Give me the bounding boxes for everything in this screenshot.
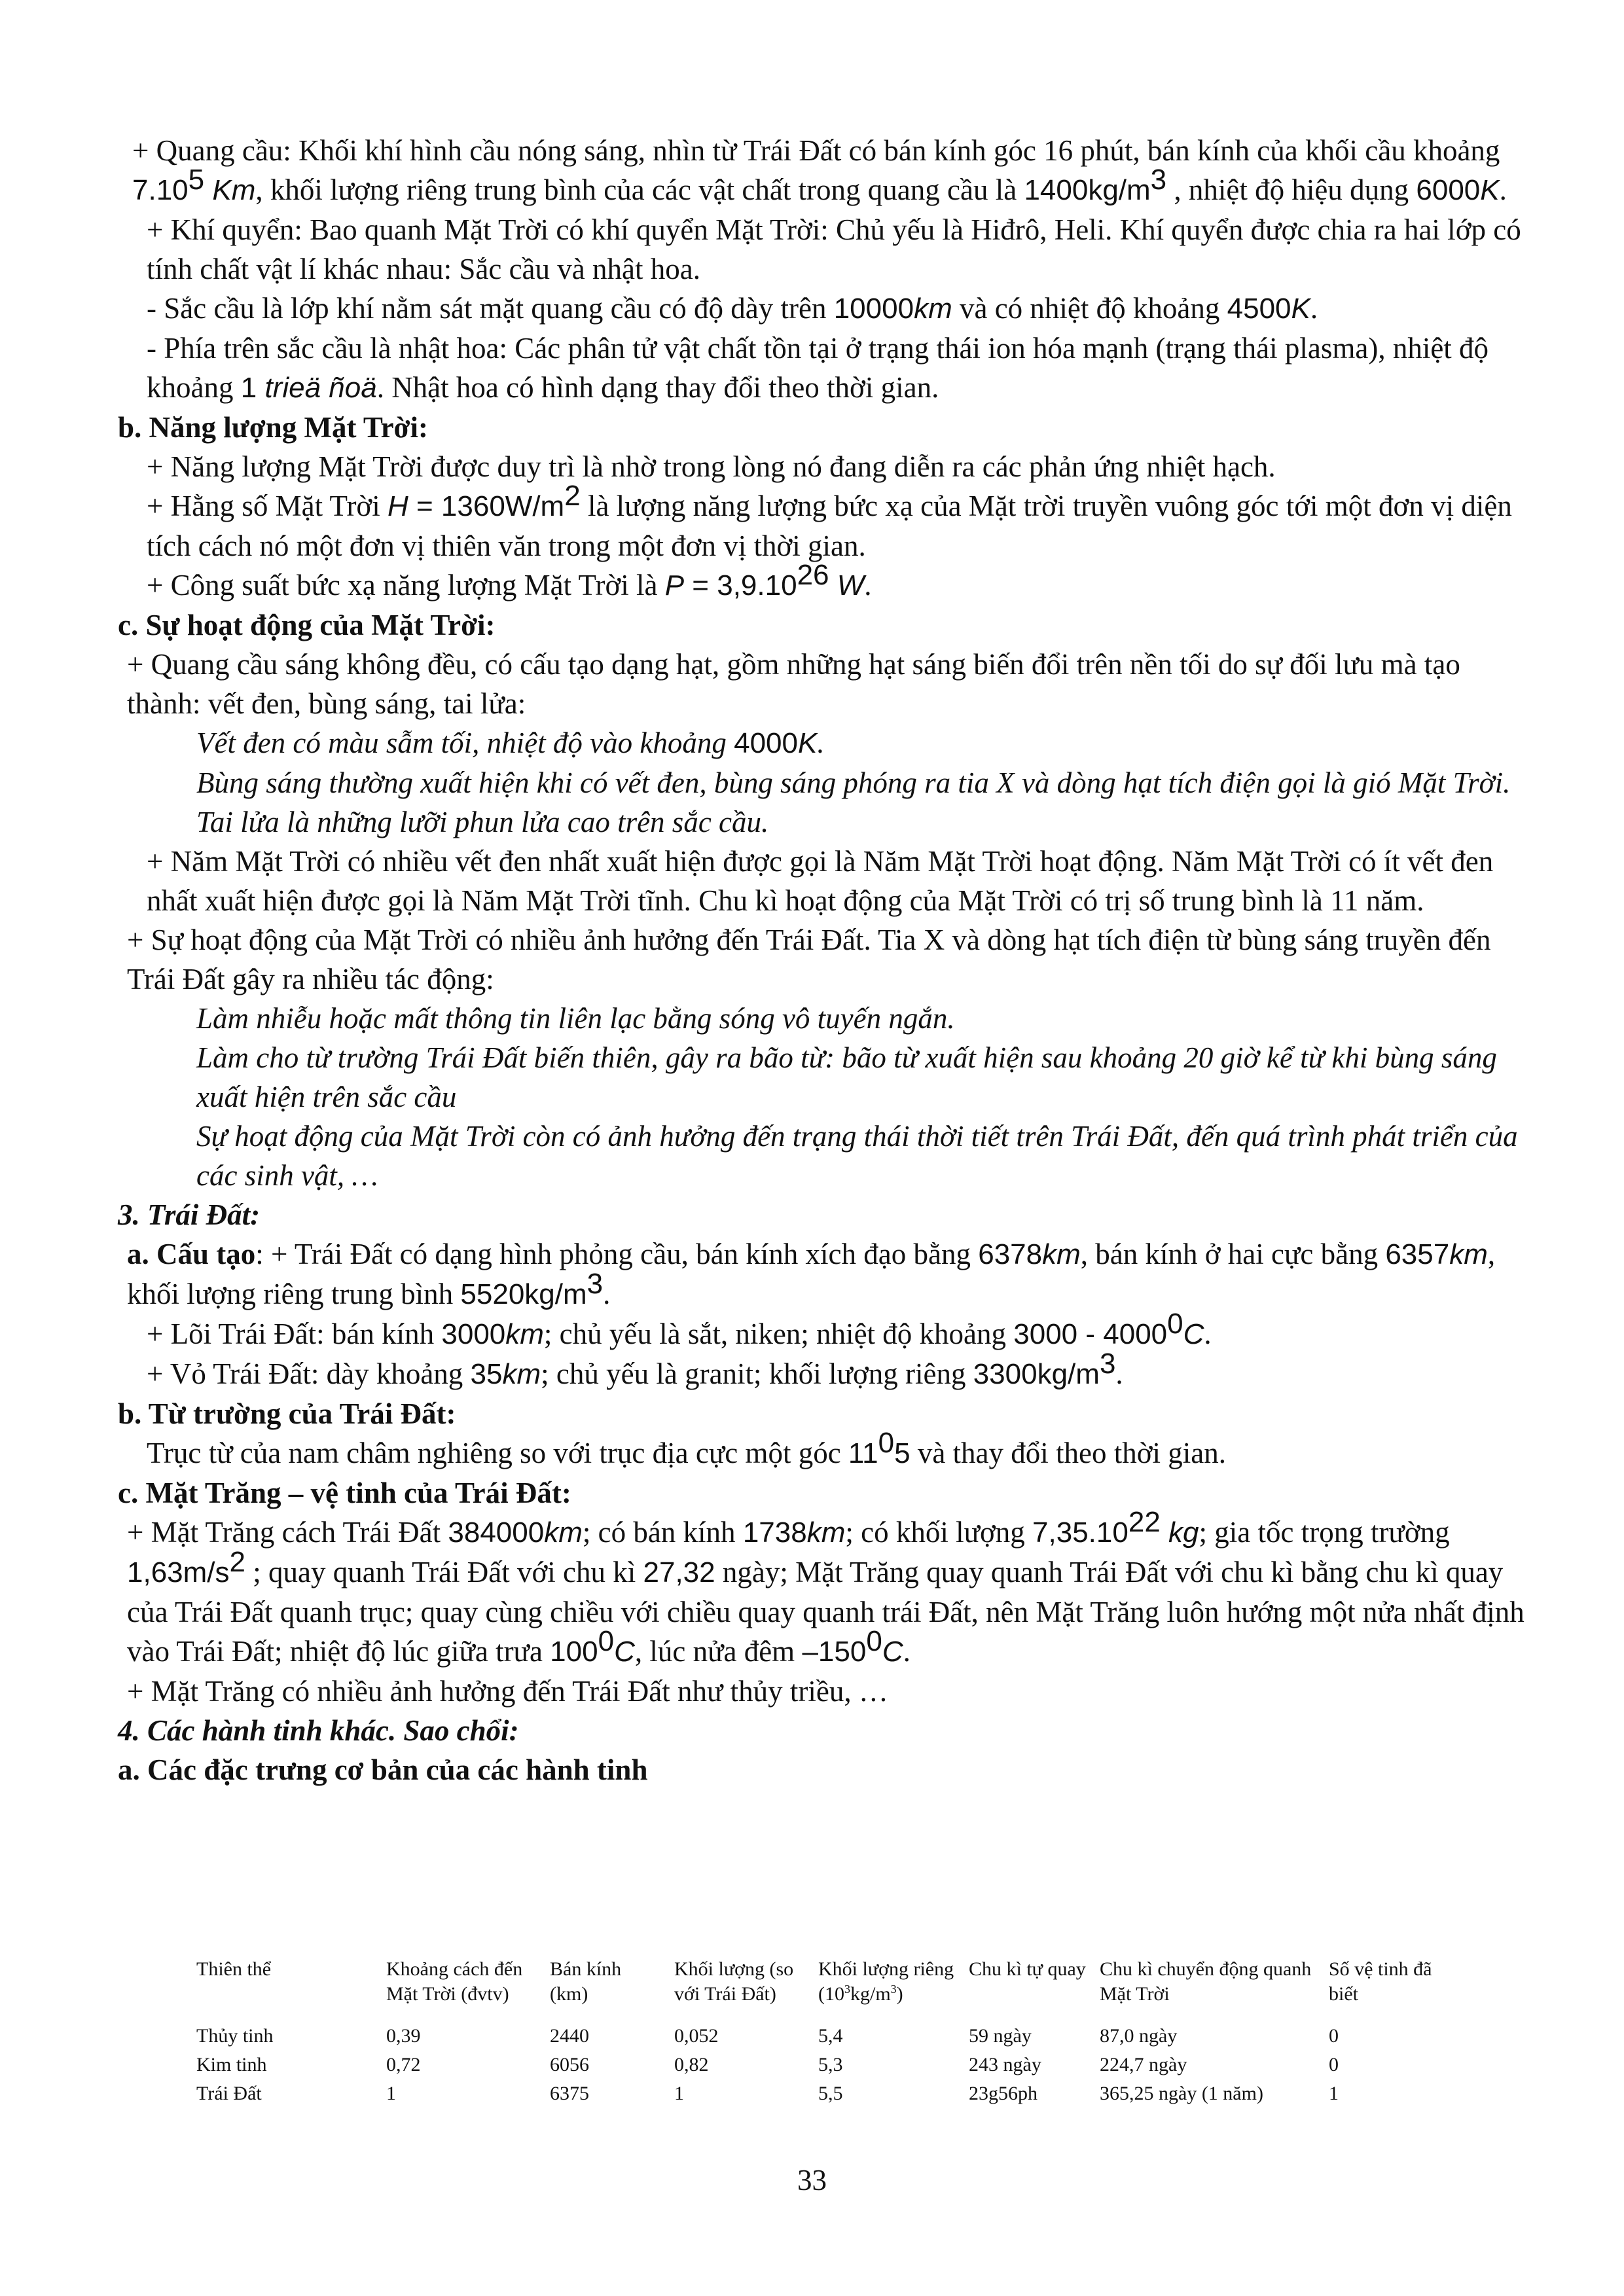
activity-features-list [118,723,1538,842]
atmosphere-paragraph: + Khí quyển: Bao quanh Mặt Trời có khí quyển Mặt Trời: Chủ yếu là Hiđrô, Heli. Khí quyển được chia ra hai lớp có tính chất vật lí khác nhau: Sắc cầu và nhật hoa. [147,213,1521,285]
effect-item-magnetic-storm: Làm cho từ trường Trái Đất biến thiên, gây ra bão từ: bão từ xuất hiện sau khoảng 20 giờ kể từ khi bùng sáng xuất hiện trên sắc cầu [196,1041,1497,1113]
effect-item-weather: Sự hoạt động của Mặt Trời còn có ảnh hưởng đến trạng thái thời tiết trên Trái Đất, đến quá trình phát triển của các sinh vật, … [196,1120,1518,1192]
activity-line-3: + Sự hoạt động của Mặt Trời có nhiều ảnh hưởng đến Trái Đất. Tia X và dòng hạt tích điện từ bùng sáng truyền đến Trái Đất gây ra nhiều tác động: [127,924,1491,996]
table-row: Kim tinh 0,72 6056 0,82 5,3 243 ngày 224,7 ngày 0 [196,2054,1339,2075]
effect-item-radio: Làm nhiễu hoặc mất thông tin liên lạc bằng sóng vô tuyến ngắn. [196,1002,955,1035]
magnetic-paragraph: Trục từ của nam châm nghiêng so với trục địa cực một góc $11^05$ và thay đổi theo thời gian. [147,1427,1227,1469]
earth-core-paragraph: + Lõi Trái Đất: bán kính 3000km; chủ yếu là sắt, niken; nhiệt độ khoảng 3000 - 4000$^0$C. [147,1308,1212,1350]
col-header-orbit: Chu kì chuyển động quanh Mặt Trời [1100,1958,1312,2005]
col-header-body: Thiên thể [196,1958,272,1980]
table-header-row [196,1957,1466,2024]
earth-heading: 3. Trái Đất: [118,1198,261,1231]
earth-structure-label: a. Cấu tạo [127,1238,256,1270]
magnetic-heading: b. Từ trường của Trái Đất: [118,1397,456,1430]
col-header-density: Khối lượng riêng $(10^3kg/m^3)$ [818,1958,954,2005]
activity-line-2: + Năm Mặt Trời có nhiều vết đen nhất xuất hiện được gọi là Năm Mặt Trời hoạt động. Năm Mặt Trời có ít vết đen nhất xuất hiện được gọi là Năm Mặt Trời tĩnh. Chu kì hoạt động của Mặt Trời có trị số trung bình là 11 năm. [147,845,1494,917]
energy-heading: b. Năng lượng Mặt Trời: [118,411,428,444]
earth-structure-paragraph: a. Cấu tạo: + Trái Đất có dạng hình phỏng cầu, bán kính xích đạo bằng 6378km, bán kính ở hai cực bằng 6357km, khối lượng riêng trung bình $5520kg/m^3$. [127,1238,1496,1310]
energy-line-3: + Công suất bức xạ năng lượng Mặt Trời là $P = 3,9.10^{26}$ W. [147,559,872,601]
photosphere-paragraph: + Quang cầu: Khối khí hình cầu nóng sáng, nhìn từ Trái Đất có bán kính góc 16 phút, bán kính của khối cầu khoảng 7.10$^5$ Km, khối lượng riêng trung bình của các vật chất trong quang cầu là $1400kg/m^3$ , nhiệt độ hiệu dụng 6000K. [132,134,1507,206]
page-number: 33 [797,2164,827,2197]
sunspot-item: Vết đen có màu sẫm tối, nhiệt độ vào khoảng 4000K. [196,726,825,759]
chromosphere-paragraph: - Sắc cầu là lớp khí nằm sát mặt quang cầu có độ dày trên 10000km và có nhiệt độ khoảng 4500K. [147,292,1318,325]
planets-subheading: a. Các đặc trưng cơ bản của các hành tinh [118,1753,648,1786]
energy-line-2: + Hằng số Mặt Trời $H = 1360W/m^2$ là lượng năng lượng bức xạ của Mặt trời truyền vuông góc tới một đơn vị diện tích cách nó một đơn vị thiên văn trong một đơn vị thời gian. [147,480,1512,562]
planets-heading: 4. Các hành tinh khác. Sao chổi: [118,1714,519,1747]
moon-line-2: + Mặt Trăng có nhiều ảnh hưởng đến Trái Đất như thủy triều, … [127,1675,888,1708]
col-header-distance: Khoảng cách đến Mặt Trời (đvtv) [386,1958,523,2005]
table-row: Thủy tinh 0,39 2440 0,052 5,4 59 ngày 87,0 ngày 0 [196,2025,1339,2047]
flare-item: Bùng sáng thường xuất hiện khi có vết đen, bùng sáng phóng ra tia X và dòng hạt tích điện gọi là gió Mặt Trời. [196,766,1511,799]
planet-characteristics-table [196,1957,1466,2110]
document-body [118,131,1538,1789]
activity-heading: c. Sự hoạt động của Mặt Trời: [118,609,496,641]
corona-paragraph: - Phía trên sắc cầu là nhật hoa: Các phân tử vật chất tồn tại ở trạng thái ion hóa mạnh (trạng thái plasma), nhiệt độ khoảng 1 trieä ñoä. Nhật hoa có hình dạng thay đổi theo thời gian. [147,332,1489,404]
moon-heading: c. Mặt Trăng – vệ tinh của Trái Đất: [118,1477,571,1509]
earth-crust-paragraph: + Vỏ Trái Đất: dày khoảng 35km; chủ yếu là granit; khối lượng riêng $3300kg/m^3$. [147,1348,1123,1390]
energy-line-1: + Năng lượng Mặt Trời được duy trì là nhờ trong lòng nó đang diễn ra các phản ứng nhiệt hạch. [147,450,1276,483]
table-row: Trái Đất 1 6375 1 5,5 23g56ph 365,25 ngày (1 năm) 1 [196,2083,1339,2104]
col-header-moons: Số vệ tinh đã biết [1329,1958,1432,2005]
col-header-rotation: Chu kì tự quay [969,1958,1086,1980]
col-header-radius: Bán kính (km) [550,1958,622,2005]
moon-paragraph: + Mặt Trăng cách Trái Đất 384000km; có bán kính 1738km; có khối lượng 7,35.10$^{22}$ kg; gia tốc trọng trường $1,63m/s^2$ ; quay quanh Trái Đất với chu kì 27,32 ngày; Mặt Trăng quay quanh Trái Đất với chu kì bằng chu kì quay của Trái Đất quanh trục; quay cùng chiều với chiều quay quanh trái Đất, nên Mặt Trăng luôn hướng một nửa nhất định vào Trái Đất; nhiệt độ lúc giữa trưa $100^0C$, lúc nửa đêm $-150^0C$. [127,1506,1525,1668]
prominence-item: Tai lửa là những lưỡi phun lửa cao trên sắc cầu. [196,806,769,838]
activity-effects-list [118,999,1538,1195]
col-header-mass: Khối lượng (so với Trái Đất) [674,1958,794,2005]
activity-line-1: + Quang cầu sáng không đều, có cấu tạo dạng hạt, gồm những hạt sáng biến đổi trên nền tối do sự đối lưu mà tạo thành: vết đen, bùng sáng, tai lửa: [127,648,1460,720]
